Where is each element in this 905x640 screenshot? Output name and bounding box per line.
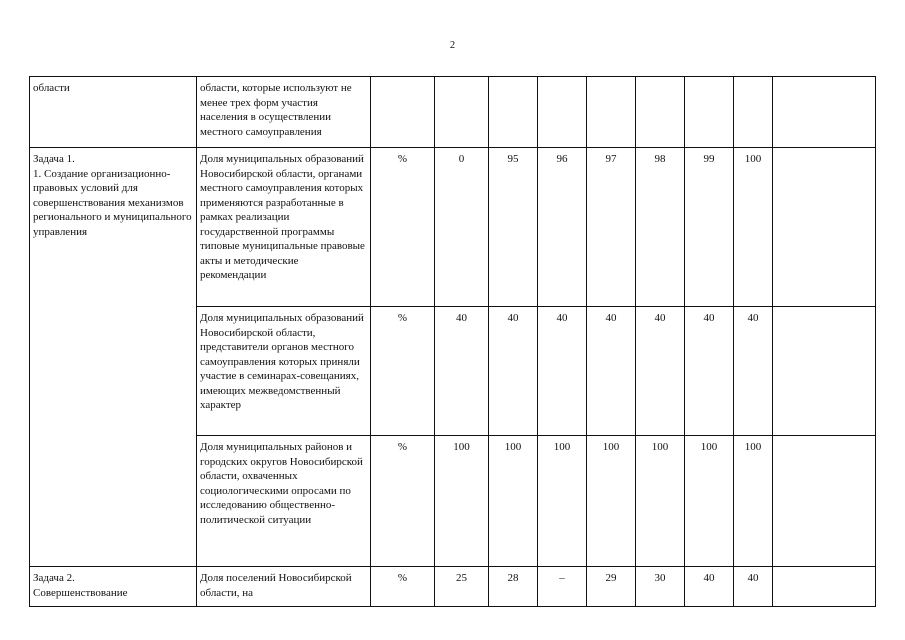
value-cell: 100 <box>734 436 773 567</box>
value-cell: 25 <box>435 567 489 607</box>
value-cell: 0 <box>435 148 489 307</box>
task-cell: Задача 1. 1. Создание организационно-правовых условий для совершенствования механизмов регионального и муниципального управления <box>30 148 197 567</box>
value-cell: 40 <box>435 307 489 436</box>
indicators-table <box>29 76 876 607</box>
value-cell: 100 <box>538 436 587 567</box>
indicator-cell: Доля муниципальных районов и городских округов Новосибирской области, охваченных социологическими опросами по исследованию общественно-политической ситуации <box>197 436 371 567</box>
value-cell: 97 <box>587 148 636 307</box>
table-row <box>30 77 876 148</box>
value-cell <box>489 77 538 148</box>
unit-cell: % <box>371 148 435 307</box>
value-cell: 40 <box>685 567 734 607</box>
value-cell: 40 <box>489 307 538 436</box>
value-cell: 100 <box>587 436 636 567</box>
value-cell <box>636 77 685 148</box>
value-cell: 100 <box>489 436 538 567</box>
value-cell: 100 <box>435 436 489 567</box>
value-cell: 100 <box>685 436 734 567</box>
value-cell: 98 <box>636 148 685 307</box>
value-cell: 40 <box>538 307 587 436</box>
note-cell <box>773 436 876 567</box>
value-cell: 40 <box>636 307 685 436</box>
indicator-cell: Доля поселений Новосибирской области, на <box>197 567 371 607</box>
indicator-cell: области, которые используют не менее трех форм участия населения в осуществлении местного самоуправления <box>197 77 371 148</box>
unit-cell: % <box>371 436 435 567</box>
value-cell <box>734 77 773 148</box>
note-cell <box>773 307 876 436</box>
value-cell <box>685 77 734 148</box>
unit-cell: % <box>371 307 435 436</box>
value-cell <box>538 77 587 148</box>
page-number: 2 <box>449 40 456 51</box>
table-row <box>30 567 876 607</box>
value-cell: 99 <box>685 148 734 307</box>
value-cell: 100 <box>734 148 773 307</box>
value-cell: 40 <box>734 567 773 607</box>
value-cell: 95 <box>489 148 538 307</box>
value-cell: 96 <box>538 148 587 307</box>
note-cell <box>773 77 876 148</box>
value-cell: – <box>538 567 587 607</box>
unit-cell: % <box>371 567 435 607</box>
note-cell <box>773 567 876 607</box>
task-cell: области <box>30 77 197 148</box>
value-cell: 40 <box>587 307 636 436</box>
value-cell: 40 <box>734 307 773 436</box>
task-cell: Задача 2. Совершенствование <box>30 567 197 607</box>
value-cell <box>435 77 489 148</box>
note-cell <box>773 148 876 307</box>
value-cell <box>587 77 636 148</box>
value-cell: 100 <box>636 436 685 567</box>
value-cell: 30 <box>636 567 685 607</box>
value-cell: 40 <box>685 307 734 436</box>
unit-cell <box>371 77 435 148</box>
indicator-cell: Доля муниципальных образований Новосибирской области, представители органов местного самоуправления которых приняли участие в семинарах-совещаниях, имеющих межведомственный характер <box>197 307 371 436</box>
value-cell: 28 <box>489 567 538 607</box>
value-cell: 29 <box>587 567 636 607</box>
indicator-cell: Доля муниципальных образований Новосибирской области, органами местного самоуправления которых применяются разработанные в рамках реализации государственной программы типовые муниципальные правовые акты и методические рекомендации <box>197 148 371 307</box>
table-row <box>30 148 876 307</box>
